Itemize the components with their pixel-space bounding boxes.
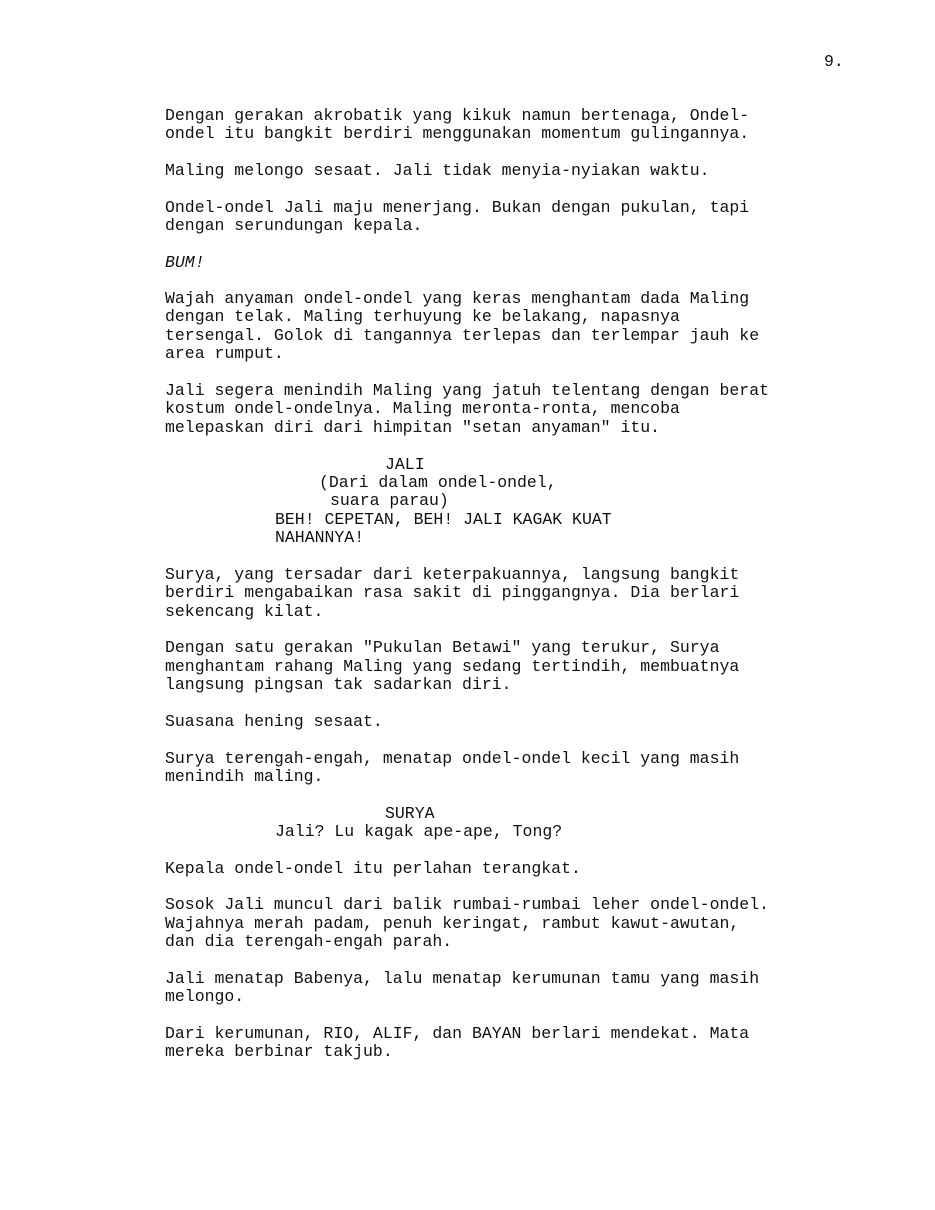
action-line: Ondel-ondel Jali maju menerjang. Bukan dengan pukulan, tapi [165, 198, 750, 217]
action-line: dengan serundungan kepala. [165, 216, 423, 235]
action-line: melepaskan diri dari himpitan "setan anyaman" itu. [165, 418, 661, 437]
action-line: Jali menatap Babenya, lalu menatap kerumunan tamu yang masih [165, 969, 760, 988]
sound-effect-line: BUM! [165, 253, 205, 272]
dialogue-line: BEH! CEPETAN, BEH! JALI KAGAK KUAT [275, 510, 612, 529]
dialogue-line: Jali? Lu kagak ape-ape, Tong? [275, 822, 563, 841]
action-line: Maling melongo sesaat. Jali tidak menyia-nyiakan waktu. [165, 161, 710, 180]
character-name: JALI [385, 455, 425, 474]
action-line: ondel itu bangkit berdiri menggunakan momentum gulingannya. [165, 124, 750, 143]
action-line: berdiri mengabaikan rasa sakit di pinggangnya. Dia berlari [165, 583, 740, 602]
action-line: dengan telak. Maling terhuyung ke belakang, napasnya [165, 307, 680, 326]
action-line: Jali segera menindih Maling yang jatuh telentang dengan berat [165, 381, 769, 400]
action-line: Wajahnya merah padam, penuh keringat, rambut kawut-awutan, [165, 914, 740, 933]
action-line: Suasana hening sesaat. [165, 712, 383, 731]
action-line: Surya terengah-engah, menatap ondel-ondel kecil yang masih [165, 749, 740, 768]
action-line: Dengan gerakan akrobatik yang kikuk namun bertenaga, Ondel- [165, 106, 750, 125]
action-line: Wajah anyaman ondel-ondel yang keras menghantam dada Maling [165, 289, 750, 308]
action-line: Dengan satu gerakan "Pukulan Betawi" yang terukur, Surya [165, 638, 720, 657]
parenthetical-line: suara parau) [330, 491, 449, 510]
action-line: melongo. [165, 987, 245, 1006]
dialogue-line: NAHANNYA! [275, 528, 365, 547]
action-line: kostum ondel-ondelnya. Maling meronta-ronta, mencoba [165, 399, 680, 418]
action-line: menghantam rahang Maling yang sedang tertindih, membuatnya [165, 657, 740, 676]
action-line: Dari kerumunan, RIO, ALIF, dan BAYAN berlari mendekat. Mata [165, 1024, 750, 1043]
action-line: Surya, yang tersadar dari keterpakuannya, langsung bangkit [165, 565, 740, 584]
action-line: menindih maling. [165, 767, 324, 786]
action-line: area rumput. [165, 344, 284, 363]
character-name: SURYA [385, 804, 435, 823]
action-line: mereka berbinar takjub. [165, 1042, 393, 1061]
parenthetical-line: (Dari dalam ondel-ondel, [319, 473, 557, 492]
action-line: dan dia terengah-engah parah. [165, 932, 453, 951]
page-number: 9. [824, 52, 844, 71]
action-line: tersengal. Golok di tangannya terlepas dan terlempar jauh ke [165, 326, 760, 345]
action-line: Sosok Jali muncul dari balik rumbai-rumbai leher ondel-ondel. [165, 895, 769, 914]
action-line: sekencang kilat. [165, 602, 324, 621]
action-line: Kepala ondel-ondel itu perlahan terangkat. [165, 859, 581, 878]
action-line: langsung pingsan tak sadarkan diri. [165, 675, 512, 694]
